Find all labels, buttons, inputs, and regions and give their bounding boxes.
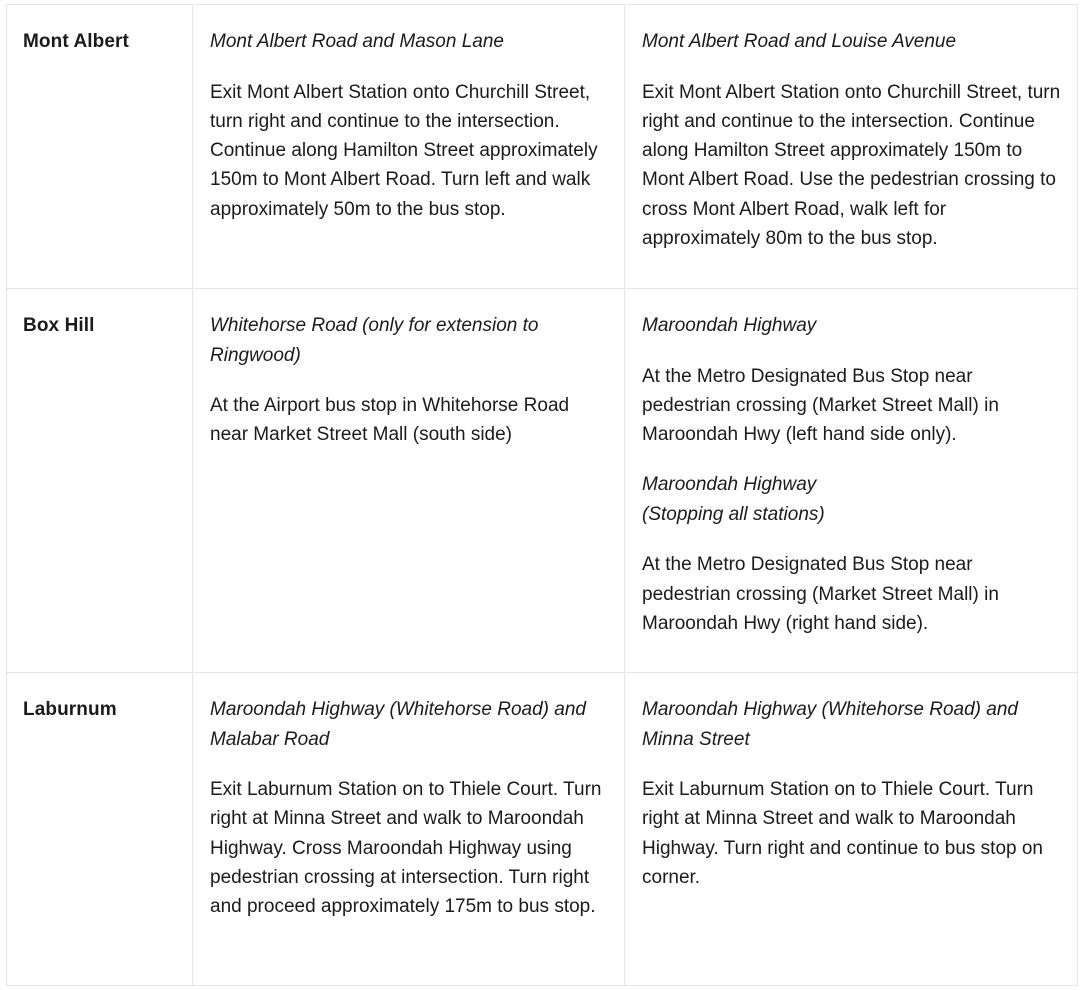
stop-directions: Exit Laburnum Station on to Thiele Court. Turn right at Minna Street and walk to Maroondah Highway. Cross Maroondah Highway using pedestrian crossing at intersection. Turn right and proceed approximately 175m to bus stop.: [210, 779, 602, 918]
station-name: Laburnum: [23, 699, 117, 720]
stop-heading: Maroondah Highway (Stopping all stations): [642, 474, 825, 525]
station-cell: [7, 5, 193, 289]
stop-directions: At the Airport bus stop in Whitehorse Road near Market Street Mall (south side): [210, 395, 570, 446]
station-cell: [7, 289, 193, 673]
stop-cell-secondary: [625, 673, 1078, 986]
stop-cell-primary: [193, 5, 625, 289]
stop-directions: Exit Mont Albert Station onto Churchill Street, turn right and continue to the intersection. Continue along Hamilton Street approximately 150m to Mont Albert Road. Use the pedestrian crossing to cross Mont Albert Road, walk left for approximately 80m to the bus stop.: [642, 81, 1061, 249]
stop-directions: At the Metro Designated Bus Stop near pedestrian crossing (Market Street Mall) in Maroondah Hwy (left hand side only).: [642, 365, 999, 446]
stop-directions: Exit Mont Albert Station onto Churchill Street, turn right and continue to the intersection. Continue along Hamilton Street approximately 150m to Mont Albert Road. Turn left and walk approximately 50m to the bus stop.: [210, 81, 598, 220]
stop-heading: Maroondah Highway (Whitehorse Road) and Minna Street: [642, 699, 1018, 750]
table-row: [7, 5, 1078, 289]
stop-heading: Maroondah Highway (Whitehorse Road) and Malabar Road: [210, 699, 586, 750]
table-row: [7, 673, 1078, 986]
station-cell: [7, 673, 193, 986]
stop-cell-secondary: [625, 5, 1078, 289]
stops-table-container: [6, 4, 1074, 986]
stop-cell-secondary: [625, 289, 1078, 673]
stop-directions: Exit Laburnum Station on to Thiele Court. Turn right at Minna Street and walk to Maroondah Highway. Turn right and continue to bus stop on corner.: [642, 779, 1044, 888]
stop-cell-primary: [193, 289, 625, 673]
table-row: [7, 289, 1078, 673]
stop-heading: Maroondah Highway: [642, 315, 817, 336]
station-name: Mont Albert: [23, 31, 129, 52]
stop-cell-primary: [193, 673, 625, 986]
stop-heading: Mont Albert Road and Louise Avenue: [642, 31, 957, 52]
stop-directions: At the Metro Designated Bus Stop near pedestrian crossing (Market Street Mall) in Maroondah Hwy (right hand side).: [642, 554, 999, 634]
station-name: Box Hill: [23, 315, 95, 336]
stop-heading: Whitehorse Road (only for extension to Ringwood): [210, 315, 539, 366]
stop-heading: Mont Albert Road and Mason Lane: [210, 31, 504, 52]
replacement-bus-stops-table: [6, 4, 1078, 986]
